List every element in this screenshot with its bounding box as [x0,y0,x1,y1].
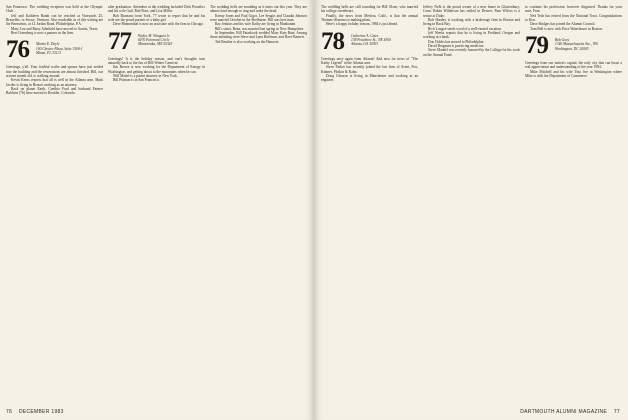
text-paragraph: Finally, the news from Medora, Calif., is that the annual Thomas-Alamosa is making plans. [321,13,418,23]
secretary-city: Miami, FL 33131 [36,51,62,55]
text-paragraph: Rob Hartley is working with a brokerage firm in Boston and living in Back Bay. [423,18,520,27]
text-paragraph: San Francisco. The wedding reception was held at the Olympic Club. [6,5,103,14]
class-secretary-address [138,32,172,47]
text-paragraph: Doug Gleason is living in Manchester and working as an engineer. [321,74,418,83]
text-paragraph: Greetings! It is the holiday season, and one's thoughts turn naturally back to the fun of Hill Winter Carnival. [108,56,205,66]
issue-month: DECEMBER 1983 [18,409,64,415]
magazine-name: DARTMOUTH ALUMNI MAGAZINE [520,409,608,415]
text-paragraph: Jeff and Kathleen Randt can be reached at Vineyards 25, Bruxelles, or Stowe, Vermont. Also reachable as of this writing are the Bernsteins, at 12 Jordan Road, Philadelphia, P.A. [6,13,103,27]
class-entry-79 [525,32,622,60]
text-paragraph: Bob Buonano from York, 77 wrote to report that he and his wife are the proud parents of a baby girl. [108,13,205,23]
page-number: 77 [613,409,620,415]
left-column-2 [108,5,205,402]
text-paragraph: Mike Mitchell and his wife Tina live in Washington where Mike is with the Department of Commerce. [525,69,622,79]
right-column-1 [321,5,418,402]
secretary-city: Washington, DC 20005 [555,46,589,51]
secretary-street: 100 Chester Plaza, Suite 1500-1 [36,46,83,51]
secretary-street: 138 Peachtree St., NE #300 [351,38,391,43]
text-paragraph: Jim Brown is now working for the Department of Energy in Washington, and getting about to the mountains when he can. [108,65,205,74]
text-paragraph: Kevin Kerns reports that all is well in the Atlanta area. Mark Jacobs is living in Boston working as an attorney. [6,78,103,87]
class-year-number: 76 [6,36,29,64]
text-paragraph: Dave Bridges has joined the Alumni Council. [530,22,596,27]
text-paragraph: Greetings, y'all. Your faithful scribe and spouse have just settled into the building and the renovations are almost finished. Bill, our sixteen month old, is walking around. [6,65,103,79]
text-paragraph: Greetings once again from Atlanta! And now for news of "The Kathy Legend" in the Atlanta area. [321,56,418,66]
text-paragraph: Ray Jenkins and his wife Kathy are living in Manhattan. [215,22,297,27]
text-paragraph: Jeff Weeks reports that he is living in Portland, Oregon and working at a bank. [423,31,520,40]
text-paragraph: Mary Lou and Barry Aderhold have moved to Austin, Texas. [11,26,99,31]
text-paragraph: Greetings from our nation's capital, the only city that can boast a real appreciation and understanding of the year 1984. [525,61,622,70]
class-year-number: 79 [525,32,548,60]
secretary-name: Bob Gray [555,38,570,43]
secretary-street: 1340 Massachusetts Ave., NW [555,42,599,47]
secretary-name: Walter M. Winquist Jr. [138,33,171,38]
class-entry-78 [321,27,418,55]
text-paragraph: to continue his profession, however disguised. Thanks for your note, Fran. [525,5,622,14]
class-entry-77 [108,27,205,55]
text-paragraph: Bert Greenberg is now a partner in the firm. [11,31,75,36]
text-paragraph: Bill Pittman is in San Francisco. [113,78,160,83]
right-column-2 [423,5,520,402]
secretary-street: 6070 Fairmont Circle [138,38,170,43]
secretary-city: Minnetonka, MN 55343 [138,42,173,47]
text-paragraph: Bill's sister, Rena, was married last spring in New Hampshire. [215,26,305,31]
left-page [0,0,313,420]
class-secretary-address [555,36,598,51]
text-paragraph: David Bergman is practicing medicine. [428,44,485,49]
text-paragraph: Rich Lougee sends word of a well-earned vacation. [428,26,502,31]
left-column-1 [6,5,103,402]
right-column-3 [525,5,622,402]
text-paragraph: In September, Bill Pataskook wedded Mary Kate Bain. Among those attending were Steve and Lynn Hoffman, and Dave Barnett. [210,31,307,40]
class-year-number: 77 [108,27,131,55]
text-paragraph: The wedding bells are sounding as it turns out this year. They are almost loud enough to ring and wake the dead. [210,5,307,14]
text-paragraph: Ted Reuther is also working on the Hanover. [215,39,280,44]
text-paragraph: Will Mattel is a patent attorney in New York. [113,74,178,79]
text-paragraph: Kenny Jones and Paul Gigot. Lee Seagirt and Claudia Johnson were married October in the Shelburne. Bill was best man. [210,13,307,23]
text-paragraph: The wedding bells are still sounding for Bill Olsen, who married his college sweetheart. [321,5,418,14]
right-page [315,0,628,420]
secretary-city: Atlanta, GA 30303 [351,42,378,47]
secretary-name: Martin E. Doyle [36,42,60,47]
page-number: 76 [6,409,13,415]
class-entry-76 [6,36,103,64]
text-paragraph: after graduation. Attendees at the wedding included Dick Prouelox and his wife Gail, Rob Boss, and Lisa Miller. [108,5,205,14]
text-paragraph: Don Dobbs has moved to Philadelphia. [428,39,485,44]
left-column-3 [210,5,307,402]
left-folio [6,409,64,415]
text-paragraph: Ned Tesh has retired from the National Trust. Congratulations to Ken. [525,13,622,23]
text-paragraph: Steve Mandel was recently honored by the College for his work on the Annual Fund. [423,48,520,57]
class-secretary-address [36,40,83,55]
text-paragraph: Tom Bell is now with Price Waterhouse in Boston. [530,26,603,31]
text-paragraph: Jeffrey Nelb is the proud owner of a new home in Glastonbury, Conn. Robin Wilderson has settled in Denver. Pam Wilcox is a senior at Duke. [423,5,520,18]
text-paragraph: Here's a happy holiday season, 1984 is just ahead. [326,22,398,27]
secretary-name: Catherine A. Cates [351,33,379,38]
text-paragraph: Steve Parker has recently joined the law firm of Arent, Fox, Kintner, Plotkin & Kahn. [321,65,418,74]
right-folio [520,409,620,415]
class-year-number: 78 [321,27,344,55]
class-secretary-address [351,32,391,47]
text-paragraph: Dave Blumenthal is now an associate with the firm in Chicago. [113,22,204,27]
text-paragraph: Back on planet Earth, Cynthia Ford and husband Farmer Baldwin (76) have moved to Boulder, Colorado. [6,87,103,96]
